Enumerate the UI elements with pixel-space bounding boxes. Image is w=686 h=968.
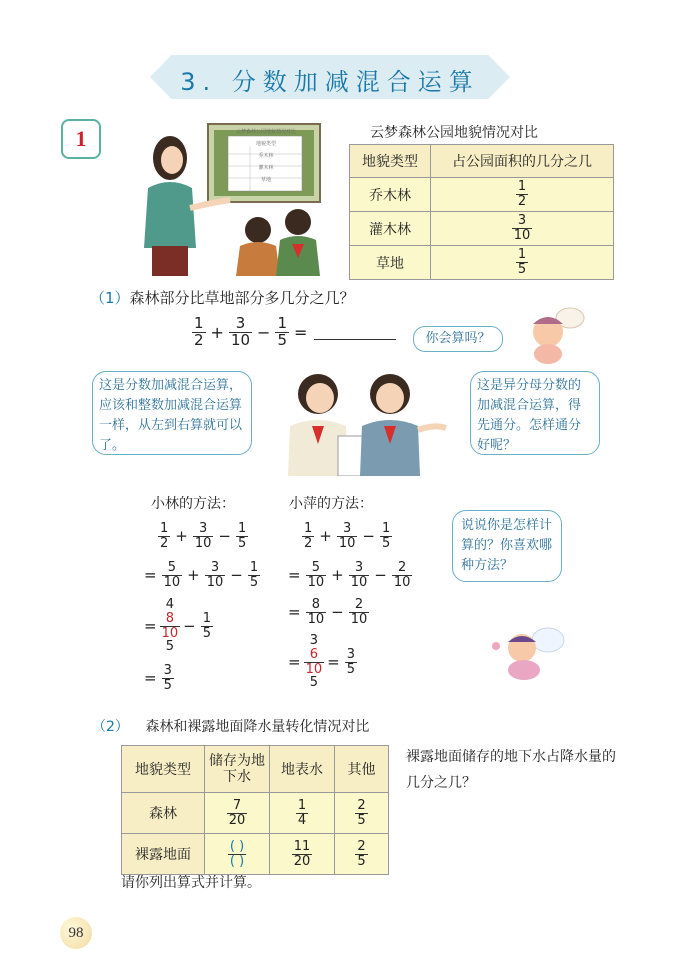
numerator: 1: [517, 179, 527, 195]
fraction: [355, 840, 367, 868]
numerator: 2: [357, 797, 366, 813]
table-row: [122, 793, 389, 834]
denominator: 5: [346, 661, 355, 677]
fraction: [306, 598, 327, 626]
blank-fraction[interactable]: [228, 840, 246, 868]
operator: =: [288, 566, 301, 585]
numerator: 1: [304, 521, 313, 536]
method-b-step-2: [285, 561, 414, 589]
fraction: [192, 316, 206, 349]
poster-row: 乔木林: [258, 153, 274, 159]
operator: =: [294, 322, 308, 342]
type-cell: 灌木林: [350, 212, 431, 246]
numerator: 8: [165, 611, 174, 626]
fraction-cell: [270, 793, 335, 834]
fraction: [349, 561, 370, 589]
header-cell: 地貌类型: [122, 746, 205, 793]
type-cell: 裸露地面: [122, 834, 205, 875]
denominator: 10: [513, 228, 531, 243]
operator: =: [144, 669, 157, 688]
denominator: 5: [517, 262, 527, 277]
numerator: 5: [311, 560, 320, 575]
method-b-step-1: [300, 522, 394, 550]
page-number: 98: [60, 917, 92, 949]
title-banner: [150, 55, 510, 99]
fraction: [292, 840, 313, 868]
operator: −: [257, 322, 271, 342]
fraction: [275, 316, 289, 349]
header-cell: 其他: [335, 746, 389, 793]
operator: −: [218, 527, 231, 546]
example-number-badge: 1: [61, 119, 101, 159]
type-cell: 森林: [122, 793, 205, 834]
header-cell: 占公园面积的几分之几: [431, 145, 614, 178]
fraction: [355, 799, 367, 827]
reduced-fraction: [160, 598, 181, 654]
precipitation-table: [121, 745, 389, 875]
answer-blank[interactable]: [314, 325, 396, 340]
operator: +: [175, 527, 188, 546]
operator: −: [331, 603, 344, 622]
method-a-step-2: [141, 561, 262, 589]
numerator: 8: [311, 597, 320, 612]
header-cell: 储存为地下水: [205, 746, 270, 793]
q1-expression: [190, 316, 396, 349]
denominator: 10: [307, 611, 325, 627]
poster-text: [232, 126, 300, 186]
operator: +: [187, 566, 200, 585]
denominator: 10: [230, 330, 251, 349]
reduced-numerator: 4: [165, 597, 174, 612]
denominator: 2: [304, 535, 313, 551]
fraction: [380, 522, 392, 550]
poster-row: 草地: [260, 177, 271, 183]
fraction: [193, 522, 214, 550]
angel-illustration: [518, 298, 588, 368]
type-cell: 乔木林: [350, 178, 431, 212]
numerator: 11: [293, 838, 311, 854]
fraction: [162, 664, 174, 692]
fraction: [392, 561, 413, 589]
poster-row: 灌木林: [258, 165, 274, 171]
fraction: [296, 799, 308, 827]
poster-title: 云梦森林公园地貌情况对比: [235, 129, 296, 135]
method-a-step-3: [141, 598, 215, 654]
method-a-title: 小林的方法：: [151, 496, 235, 512]
method-b-step-3: [285, 598, 371, 626]
fraction: [337, 522, 358, 550]
numerator: 1: [277, 314, 287, 332]
reduced-numerator: 3: [309, 633, 318, 648]
operator: =: [144, 617, 157, 636]
numerator: 3: [342, 521, 352, 536]
denominator: 5: [357, 812, 366, 828]
table1-caption: 云梦森林公园地貌情况对比: [370, 125, 538, 141]
numerator: 1: [160, 521, 169, 536]
table-row: [350, 246, 614, 280]
fraction-cell: [431, 178, 614, 212]
operator: =: [288, 603, 301, 622]
denominator: 20: [293, 853, 311, 869]
type-cell: 草地: [350, 246, 431, 280]
denominator: 5: [249, 574, 259, 590]
question-label: （1）: [90, 289, 130, 307]
reduced-denominator: 5: [165, 639, 174, 655]
reduced-fraction: [304, 634, 325, 690]
fraction-cell[interactable]: [205, 834, 270, 875]
numerator: 1: [249, 560, 259, 575]
denominator: 4: [297, 812, 307, 828]
operator: +: [210, 322, 224, 342]
numerator: 3: [346, 647, 355, 662]
numerator: 2: [397, 560, 407, 575]
fraction: [345, 648, 357, 676]
operator: −: [374, 566, 387, 585]
fraction-cell: [431, 212, 614, 246]
operator: =: [288, 653, 301, 672]
question-1: [90, 287, 355, 308]
denominator: 5: [277, 330, 287, 349]
crossed-fraction: [304, 648, 325, 676]
numerator: 3: [235, 314, 246, 332]
angel-illustration: [488, 618, 568, 682]
denominator: 5: [381, 535, 391, 551]
fraction: [306, 561, 327, 589]
fraction: [229, 316, 252, 349]
numerator: 1: [237, 521, 247, 536]
operator: =: [327, 653, 340, 672]
method-a-step-4: [141, 664, 176, 692]
poster-row: 地貌类型: [255, 141, 276, 147]
denominator: 5: [237, 535, 247, 551]
left-speech-bubble: 这是分数加减混合运算，应该和整数加减混合运算一样，从左到右算就可以了。: [92, 371, 252, 455]
header-cell: 地表水: [270, 746, 335, 793]
table-row: [350, 212, 614, 246]
table-header-row: [350, 145, 614, 178]
method-b-step-4: [285, 634, 359, 690]
crossed-fraction: [160, 612, 181, 640]
denominator: 10: [206, 574, 224, 590]
operator: −: [230, 566, 243, 585]
numerator: 1: [517, 247, 527, 263]
fraction: [162, 561, 183, 589]
question-label: （2）: [92, 719, 129, 735]
fraction: [516, 248, 528, 276]
reduced-denominator: 5: [309, 675, 318, 691]
numerator: 1: [202, 611, 211, 626]
fraction: [236, 522, 248, 550]
denominator: 10: [350, 611, 368, 627]
question-text: 森林部分比草地部分多几分之几？: [129, 289, 355, 307]
fraction-cell: [335, 834, 389, 875]
fraction-cell: [431, 246, 614, 280]
denominator: 10: [194, 535, 212, 551]
fraction: [248, 561, 260, 589]
numerator: 7: [232, 797, 242, 813]
denominator: 20: [228, 812, 246, 828]
question-2: [92, 716, 369, 736]
denominator: 2: [194, 330, 204, 349]
denominator: 10: [338, 535, 356, 551]
numerator: 3: [517, 213, 527, 229]
fraction: [349, 598, 370, 626]
numerator: 1: [297, 797, 307, 813]
children-illustration: [268, 364, 458, 476]
denominator: 5: [202, 625, 211, 641]
page-title: 3. 分数加减混合运算: [180, 68, 480, 96]
terrain-area-table: [349, 144, 614, 280]
denominator: 5: [163, 677, 172, 693]
operator: +: [319, 527, 332, 546]
fraction: [227, 799, 248, 827]
table-row: [122, 834, 389, 875]
header-cell: 地貌类型: [350, 145, 431, 178]
numerator: 6: [309, 647, 318, 662]
method-b-title: 小萍的方法：: [289, 496, 373, 512]
operator: =: [144, 566, 157, 585]
denominator: 10: [305, 661, 323, 677]
fraction: [512, 214, 533, 242]
operator: −: [183, 617, 196, 636]
denominator: 10: [350, 574, 368, 590]
q2-question: 裸露地面储存的地下水占降水量的几分之几？: [406, 749, 616, 791]
numerator: 3: [354, 560, 364, 575]
table-row: [350, 178, 614, 212]
numerator: 2: [357, 838, 366, 854]
discuss-bubble: 说说你是怎样计算的？你喜欢哪种方法？: [452, 510, 562, 582]
fraction-cell: [205, 793, 270, 834]
denominator: 5: [357, 853, 366, 869]
fraction: [205, 561, 226, 589]
fraction: [302, 522, 314, 550]
denominator: 10: [393, 574, 411, 590]
fraction-cell: [270, 834, 335, 875]
fraction: [516, 180, 528, 208]
denominator: 10: [161, 625, 179, 641]
right-speech-bubble: 这是异分母分数的加减混合运算，得先通分。怎样通分好呢？: [470, 371, 600, 455]
denominator: 10: [307, 574, 325, 590]
numerator: 5: [167, 560, 176, 575]
fraction: [201, 612, 213, 640]
fraction-cell: [335, 793, 389, 834]
numerator: 3: [198, 521, 208, 536]
table-header-row: [122, 746, 389, 793]
fraction: [158, 522, 170, 550]
operator: +: [331, 566, 344, 585]
denominator: 2: [517, 194, 527, 209]
q2-instruction: 请你列出算式并计算。: [121, 875, 261, 891]
denominator: 10: [163, 574, 181, 590]
method-a-step-1: [156, 522, 250, 550]
table2-caption: 森林和裸露地面降水量转化情况对比: [145, 719, 370, 735]
denominator: 2: [160, 535, 169, 551]
numerator: 3: [163, 663, 172, 678]
numerator: 2: [354, 597, 364, 612]
can-you-bubble: 你会算吗？: [413, 326, 503, 352]
numerator: 1: [381, 521, 391, 536]
numerator-blank[interactable]: ( ): [229, 838, 245, 854]
denominator-blank[interactable]: ( ): [229, 853, 245, 869]
operator: −: [362, 527, 375, 546]
numerator: 1: [194, 314, 204, 332]
numerator: 3: [210, 560, 220, 575]
teacher-illustration: [130, 118, 330, 278]
